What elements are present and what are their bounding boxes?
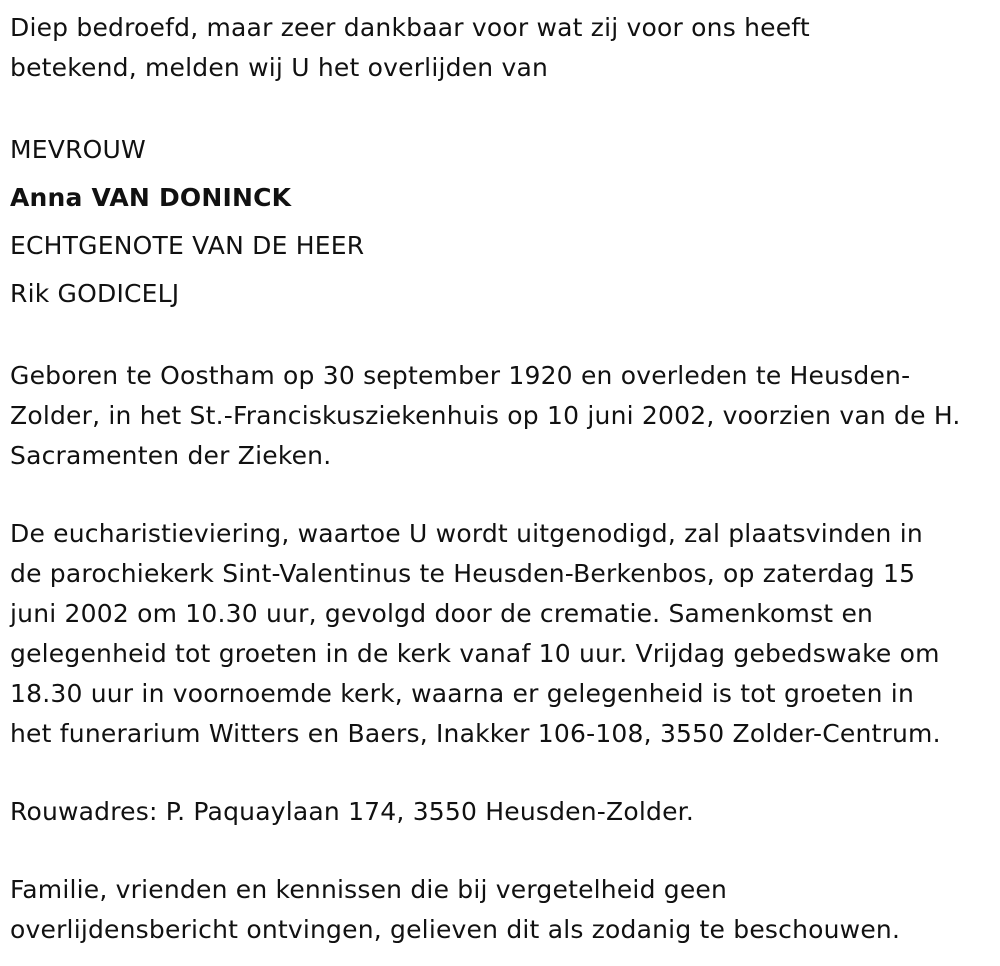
ceremony-line: het funerarium Witters en Baers, Inakker 106-108, 3550 Zolder-Centrum. bbox=[10, 719, 941, 748]
person-relation: ECHTGENOTE VAN DE HEER bbox=[10, 231, 365, 260]
ceremony-line: de parochiekerk Sint-Valentinus te Heusden-Berkenbos, op zaterdag 15 bbox=[10, 559, 916, 588]
intro-paragraph bbox=[10, 8, 990, 88]
mourning-address: Rouwadres: P. Paquaylaan 174, 3550 Heusden-Zolder. bbox=[10, 797, 694, 826]
ceremony-line: gelegenheid tot groeten in de kerk vanaf 10 uur. Vrijdag gebedswake om bbox=[10, 639, 940, 668]
spouse-name: Rik GODICELJ bbox=[10, 279, 180, 308]
person-block bbox=[10, 126, 990, 318]
closing-line: Familie, vrienden en kennissen die bij vergetelheid geen bbox=[10, 875, 728, 904]
closing-line: overlijdensbericht ontvingen, gelieven dit als zodanig te beschouwen. bbox=[10, 915, 901, 944]
intro-line: Diep bedroefd, maar zeer dankbaar voor wat zij voor ons heeft bbox=[10, 13, 810, 42]
birth-death-paragraph bbox=[10, 356, 990, 476]
birth-death-line: Sacramenten der Zieken. bbox=[10, 441, 332, 470]
address-paragraph bbox=[10, 792, 990, 832]
ceremony-line: juni 2002 om 10.30 uur, gevolgd door de crematie. Samenkomst en bbox=[10, 599, 874, 628]
ceremony-line: De eucharistieviering, waartoe U wordt uitgenodigd, zal plaatsvinden in bbox=[10, 519, 923, 548]
birth-death-line: Geboren te Oostham op 30 september 1920 en overleden te Heusden- bbox=[10, 361, 911, 390]
birth-death-line: Zolder, in het St.-Franciskusziekenhuis op 10 juni 2002, voorzien van de H. bbox=[10, 401, 961, 430]
closing-paragraph bbox=[10, 870, 990, 950]
intro-line: betekend, melden wij U het overlijden van bbox=[10, 53, 549, 82]
person-name: Anna VAN DONINCK bbox=[10, 183, 292, 212]
ceremony-paragraph bbox=[10, 514, 990, 754]
person-title: MEVROUW bbox=[10, 135, 146, 164]
ceremony-line: 18.30 uur in voornoemde kerk, waarna er gelegenheid is tot groeten in bbox=[10, 679, 914, 708]
